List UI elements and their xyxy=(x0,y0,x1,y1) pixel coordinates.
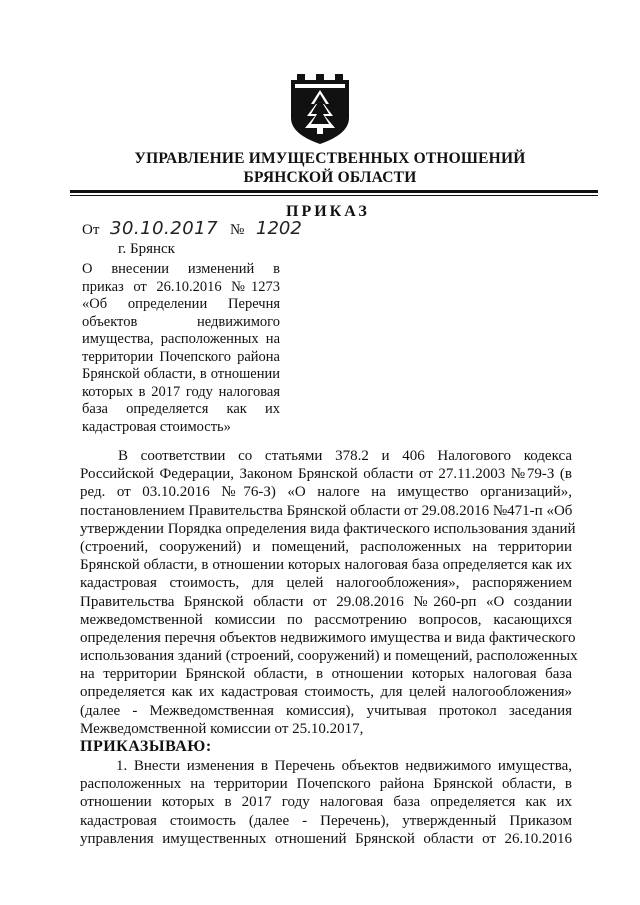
preamble-line: определяется как их кадастровая стоимость, для целей налогообложения» xyxy=(80,684,572,701)
coat-of-arms-icon xyxy=(289,74,351,146)
preamble-line: кадастровая стоимость, для целей налогообложения», распоряжением xyxy=(80,575,572,592)
subject-line: база определяется как их xyxy=(82,401,280,417)
item1-line: кадастровая стоимость (далее - Перечень), утвержденный Приказом xyxy=(80,812,572,829)
subject-line: кадастровая стоимость» xyxy=(82,418,231,435)
preamble-line: утверждении Порядка определения вида фактического использования зданий xyxy=(80,520,576,537)
preamble-line: на территории Брянской области, в отношении которых налоговая база xyxy=(80,666,572,683)
preamble-line: использования зданий (строений, сооружений) и помещений, расположенных xyxy=(80,648,578,665)
subject-line: приказ от 26.10.2016 №1273 xyxy=(82,278,280,295)
header-divider-thick xyxy=(70,190,598,193)
preamble-line: (строений, сооружений) и помещений, расположенных на территории xyxy=(80,538,572,555)
organization-name-line1: УПРАВЛЕНИЕ ИМУЩЕСТВЕННЫХ ОТНОШЕНИЙ xyxy=(134,150,526,167)
preamble-line: Правительства Брянской области от 29.08.2016 №260-рп «О создании xyxy=(80,593,572,610)
date-prefix: От xyxy=(82,222,100,238)
subject-line: которых в 2017 году налоговая xyxy=(82,383,280,400)
header-divider-thin xyxy=(70,195,598,196)
subject-line: «Об определении Перечня xyxy=(82,296,280,312)
item1-line: 1. Внести изменения в Перечень объектов недвижимого имущества, xyxy=(116,758,572,774)
item1-line: отношении которых в 2017 году налоговая база определяется как их xyxy=(80,794,572,811)
preamble-line: ред. от 03.10.2016 №76-З) «О налоге на имущество организаций», xyxy=(80,484,572,501)
preamble-line: (далее - Межведомственная комиссия), учитывая протокол заседания xyxy=(80,702,572,719)
subject-line: Брянской области, в отношении xyxy=(82,366,280,382)
order-date-handwritten: 30.10.2017 xyxy=(110,218,219,239)
order-number-handwritten: 1202 xyxy=(256,218,302,239)
preamble-line: межведомственной комиссии по рассмотрению вопросов, касающихся xyxy=(80,611,572,628)
document-title: ПРИКАЗ xyxy=(286,203,370,220)
subject-line: имущества, расположенных на xyxy=(82,331,280,347)
preamble-line: Межведомственной комиссии от 25.10.2017, xyxy=(80,720,364,737)
preamble-line: определения перечня объектов недвижимого имущества и вида фактического xyxy=(80,629,576,646)
number-prefix: № xyxy=(230,222,245,238)
subject-line: объектов недвижимого xyxy=(82,313,280,330)
organization-name-line2: БРЯНСКОЙ ОБЛАСТИ xyxy=(243,169,417,186)
subject-line: территории Почепского района xyxy=(82,348,280,365)
preamble-line: постановлением Правительства Брянской области от 29.08.2016 №471-п «Об xyxy=(80,502,573,519)
preamble-line: В соответствии со статьями 378.2 и 406 Налогового кодекса xyxy=(118,448,572,464)
preamble-line: Брянской области, в отношении которых налоговая база определяется как их xyxy=(80,557,572,574)
item1-line: расположенных на территории Почепского района Брянской области, в xyxy=(80,776,572,793)
subject-line: О внесении изменений в xyxy=(82,261,280,277)
item1-line: управления имущественных отношений Брянской области от 26.10.2016 xyxy=(80,830,572,847)
preamble-line: Российской Федерации, Законом Брянской области от 27.11.2003 №79-З (в xyxy=(80,466,572,483)
order-subject xyxy=(82,261,280,436)
city-name: г. Брянск xyxy=(118,241,175,257)
order-body xyxy=(80,447,578,848)
order-directive-heading: ПРИКАЗЫВАЮ: xyxy=(80,738,212,755)
